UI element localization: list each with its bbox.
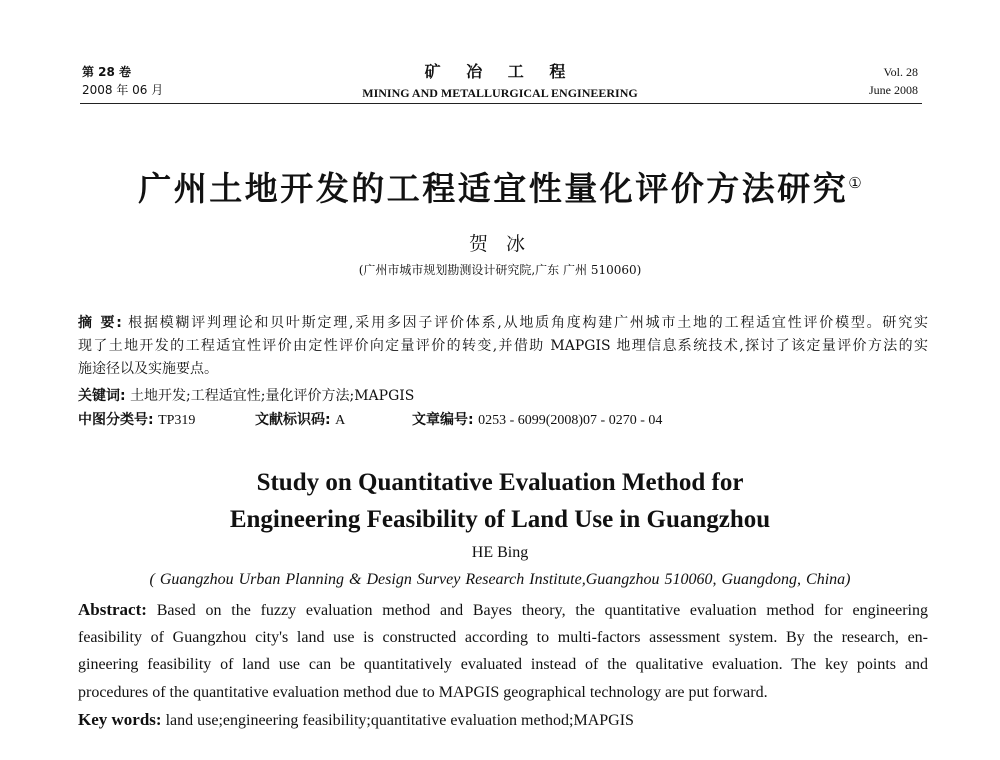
abstract-en-line — [78, 596, 928, 624]
abstract-en-label: Abstract: — [78, 600, 147, 619]
affiliation-cn: (广州市城市规划勘测设计研究院,广东 广州 510060) — [358, 263, 642, 277]
keywords-en-label: Key words: — [78, 710, 162, 729]
doc-code-label: 文献标识码: — [255, 412, 331, 428]
date-en: June 2008 — [869, 83, 918, 97]
article-no-value: 0253 - 6099(2008)07 - 0270 - 04 — [478, 413, 663, 428]
keywords-en — [78, 707, 928, 734]
abstract-en-text: Based on the fuzzy evaluation method and Bayes theory, the quantitative evaluation method for engineering — [156, 602, 928, 619]
abstract-en-line: procedures of the quantitative evaluation method due to MAPGIS geographical technology are put forward. — [78, 683, 768, 701]
title-cn-block — [0, 161, 1000, 211]
header-rule — [80, 103, 922, 104]
keywords-en-text: land use;engineering feasibility;quantitative evaluation method;MAPGIS — [165, 712, 634, 729]
clc-number — [78, 409, 195, 432]
clc-value: TP319 — [158, 413, 196, 428]
classification-row — [78, 409, 928, 432]
keywords-cn — [78, 385, 928, 408]
title-en-line-1: Study on Quantitative Evaluation Method for — [256, 469, 744, 496]
affiliation-en: ( Guangzhou Urban Planning & Design Survey Research Institute,Guangzhou 510060, Guangdong, China) — [149, 571, 851, 588]
abstract-cn-text: 根据模糊评判理论和贝叶斯定理,采用多因子评价体系,从地质角度构建广州城市土地的工程适宜性评价模型。研究实 — [128, 315, 928, 331]
date-cn: 2008 年 06 月 — [82, 83, 164, 97]
abstract-cn-line — [78, 312, 928, 335]
journal-title-cn: 矿 冶 工 程 — [424, 62, 576, 81]
volume-cn: 第 28 卷 — [82, 65, 132, 79]
title-en-line-2: Engineering Feasibility of Land Use in Guangzhou — [229, 506, 771, 533]
title-cn: 广州土地开发的工程适宜性量化评价方法研究 — [138, 169, 849, 208]
volume-en: Vol. 28 — [883, 65, 918, 79]
article-no-label: 文章编号: — [412, 412, 474, 428]
author-cn: 贺 冰 — [468, 233, 532, 255]
abstract-en — [78, 596, 928, 706]
author-en: HE Bing — [471, 544, 529, 561]
keywords-cn-label: 关键词: — [78, 388, 126, 404]
clc-label: 中图分类号: — [78, 412, 154, 428]
article-number — [412, 409, 662, 432]
header-right — [869, 63, 918, 99]
abstract-cn-line: 现了土地开发的工程适宜性评价由定性评价向定量评价的转变,并借助 MAPGIS 地理信息系统技术,探讨了该定量评价方法的实 — [78, 338, 928, 354]
abstract-en-line: feasibility of Guangzhou city's land use is constructed according to multi-factors assessment system. By the research, en- — [78, 628, 928, 646]
document-code — [255, 409, 345, 432]
journal-title-en: MINING AND METALLURGICAL ENGINEERING — [362, 86, 638, 100]
keywords-cn-text: 土地开发;工程适宜性;量化评价方法;MAPGIS — [130, 388, 415, 404]
abstract-cn-line: 施途径以及实施要点。 — [78, 361, 218, 377]
abstract-en-line: gineering feasibility of land use can be quantitatively evaluated instead of the qualitative evaluation. The key points and — [78, 656, 928, 673]
abstract-cn-label: 摘 要: — [78, 315, 122, 331]
title-footnote-mark: ① — [848, 174, 862, 192]
doc-code-value: A — [335, 413, 346, 428]
